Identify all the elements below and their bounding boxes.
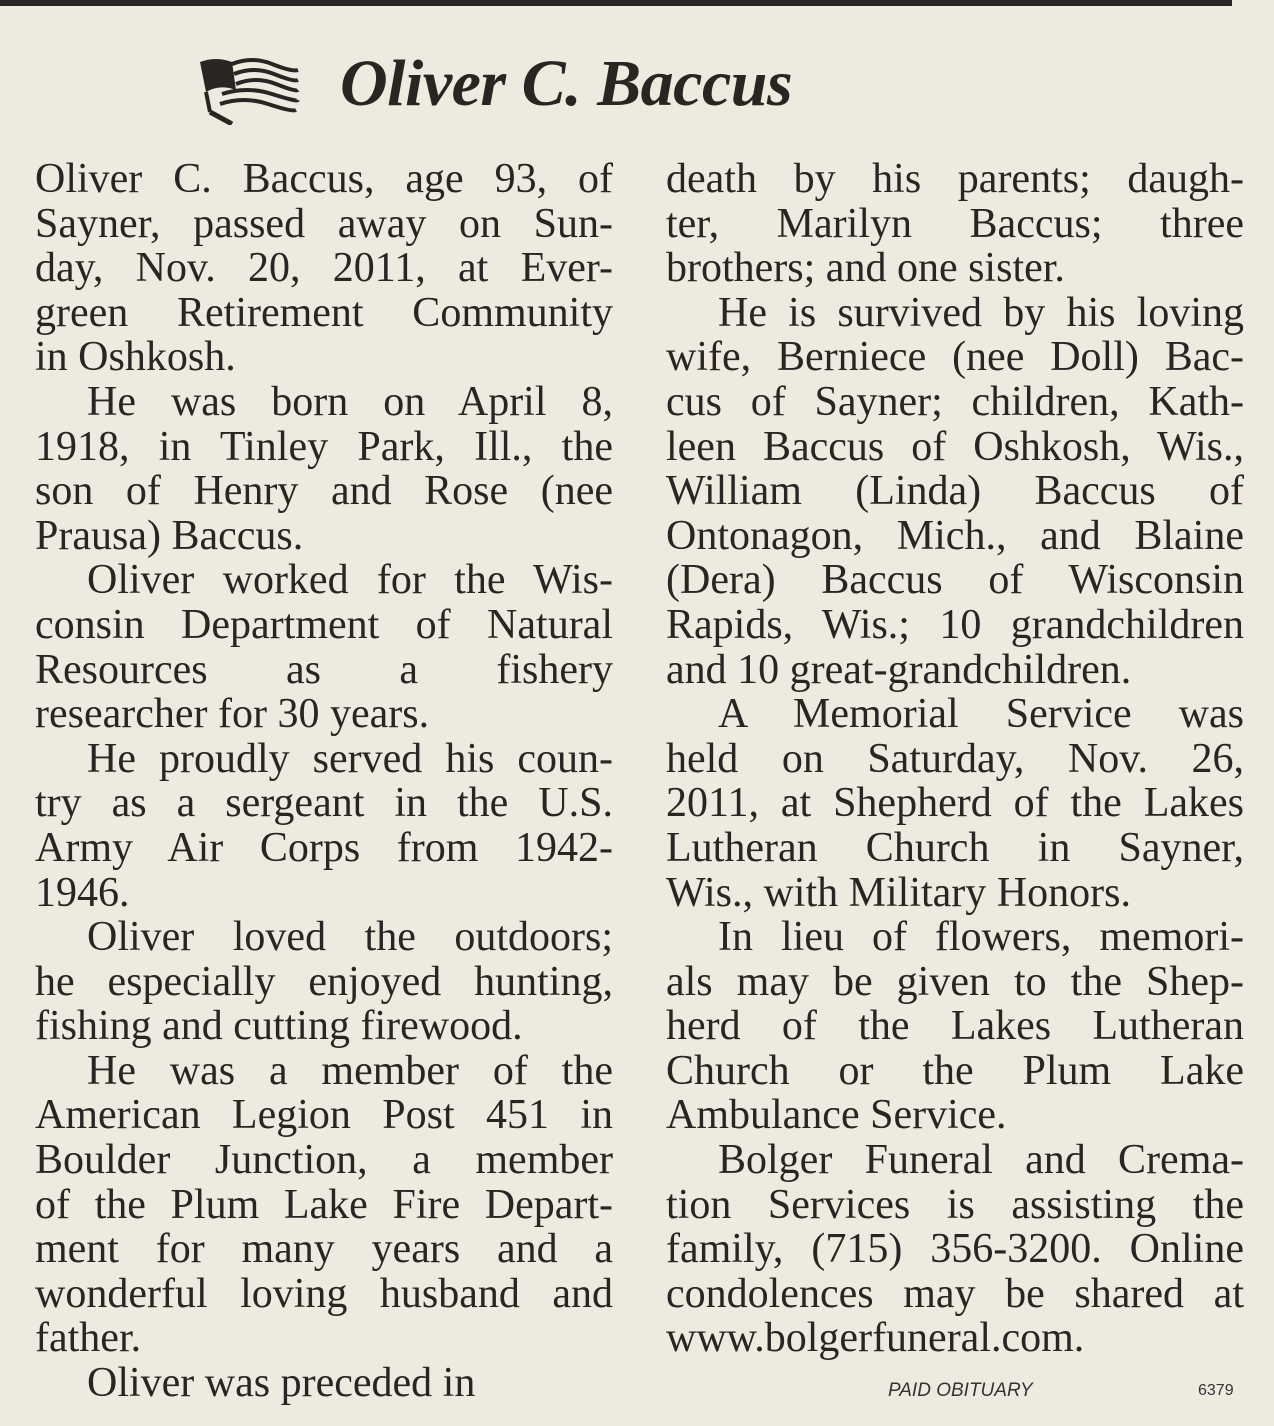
text-line: Oliver C. Baccus, age 93, of [35,156,613,202]
text-line: 1946. [35,869,130,916]
text-line: www.bolgerfuneral.com. [666,1315,1085,1362]
text-line: American Legion Post 451 in [35,1092,613,1139]
text-line: in Oshkosh. [35,334,236,381]
ad-number: 6379 [1198,1382,1234,1399]
text-line: he especially enjoyed hunting, [35,958,613,1005]
text-line: condolences may be shared at [666,1270,1244,1317]
text-line: Lutheran Church in Sayner, [666,824,1244,871]
text-line: try as a sergeant in the U.S. [35,780,613,827]
text-line: Resources as a fishery [35,646,613,693]
left-column [35,157,613,1406]
text-line: tion Services is assisting the [666,1181,1244,1228]
text-line: leen Baccus of Oshkosh, Wis., [666,423,1244,470]
text-line: He proudly served his coun- [87,735,613,782]
text-line: Bolger Funeral and Crema- [718,1137,1244,1184]
text-line: Oliver was preceded in [87,1360,476,1407]
text-line: (Dera) Baccus of Wisconsin [666,557,1244,604]
text-line: A Memorial Service was [718,691,1244,738]
text-line: He was born on April 8, [87,378,613,425]
text-line: He was a member of the [87,1047,613,1094]
text-line: Army Air Corps from 1942- [35,824,613,871]
right-column [666,157,1244,1361]
text-line: In lieu of flowers, memori- [718,914,1244,961]
text-line: Rapids, Wis.; 10 grandchildren [666,601,1244,648]
text-line: ment for many years and a [35,1226,613,1273]
text-line: wonderful loving husband and [35,1270,613,1317]
text-line: 1918, in Tinley Park, Ill., the [35,423,613,470]
text-line: of the Plum Lake Fire Depart- [35,1181,613,1228]
text-line: Ontonagon, Mich., and Blaine [666,512,1244,559]
obituary-title: Oliver C. Baccus [340,47,793,120]
text-line: ter, Marilyn Baccus; three [666,200,1244,247]
text-line: Church or the Plum Lake [666,1047,1244,1094]
text-line: family, (715) 356-3200. Online [666,1226,1244,1273]
text-line: son of Henry and Rose (nee [35,468,613,515]
text-line: brothers; and one sister. [666,245,1065,292]
text-line: Sayner, passed away on Sun- [35,200,613,247]
text-line: als may be given to the Shep- [666,958,1244,1005]
text-line: consin Department of Natural [35,601,613,648]
text-line: father. [35,1315,142,1362]
text-line: Ambulance Service. [666,1092,1007,1139]
text-line: Boulder Junction, a member [35,1137,613,1184]
text-line: He is survived by his loving [718,289,1244,336]
text-line: cus of Sayner; children, Kath- [666,378,1244,425]
text-line: and 10 great-grandchildren. [666,646,1132,693]
text-line: Wis., with Military Honors. [666,869,1131,916]
text-line: William (Linda) Baccus of [666,468,1244,515]
american-flag-icon [192,50,302,125]
text-line: death by his parents; daugh- [666,156,1244,202]
text-line: Prausa) Baccus. [35,512,304,559]
text-line: Oliver worked for the Wis- [87,557,613,604]
text-line: green Retirement Community [35,289,613,336]
text-line: fishing and cutting firewood. [35,1003,523,1050]
text-line: wife, Berniece (nee Doll) Bac- [666,334,1244,381]
text-line: Oliver loved the outdoors; [87,914,613,961]
text-line: 2011, at Shepherd of the Lakes [666,780,1244,827]
text-line: researcher for 30 years. [35,691,430,738]
top-rule [0,0,1232,6]
paid-obituary-label: PAID OBITUARY [888,1380,1033,1401]
text-line: herd of the Lakes Lutheran [666,1003,1244,1050]
text-line: day, Nov. 20, 2011, at Ever- [35,245,613,292]
text-line: held on Saturday, Nov. 26, [666,735,1244,782]
